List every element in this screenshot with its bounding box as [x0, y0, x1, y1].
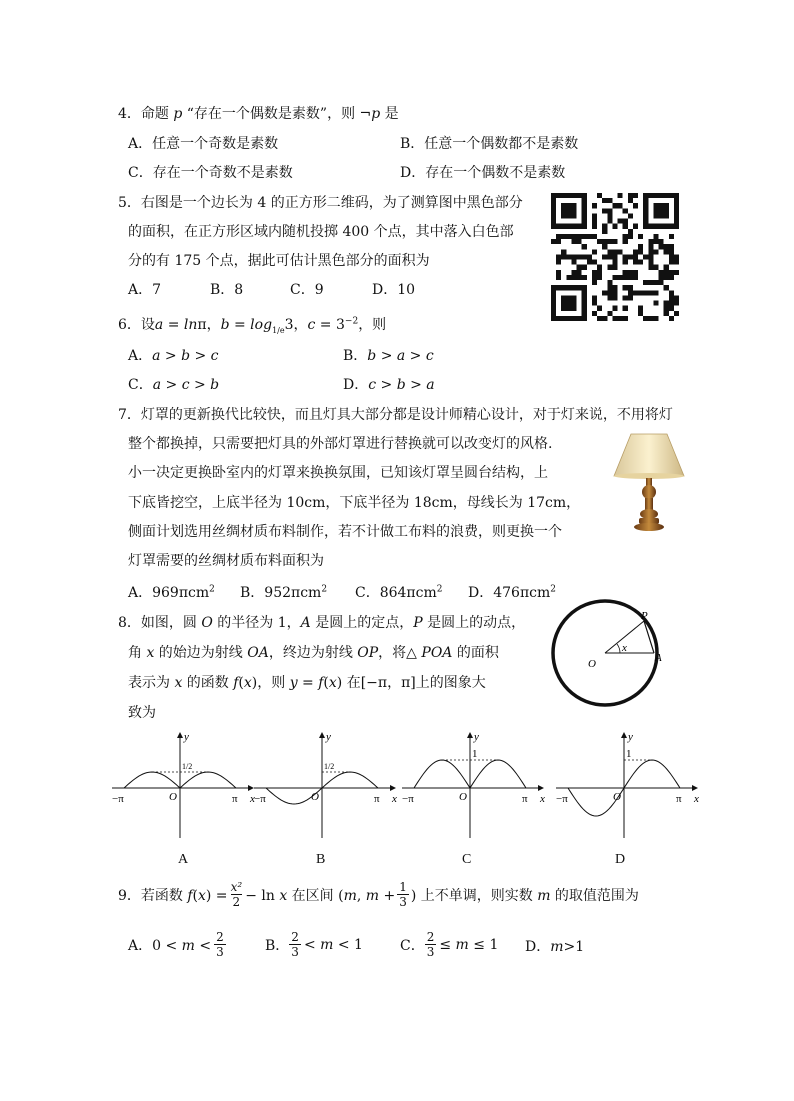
q5-line3: 分的有 175 个点，据此可估计黑色部分的面积为 [128, 253, 430, 269]
peak-value-label: 1/2 [324, 762, 335, 771]
q9-post: ) 上不单调，则实数 𝑚 的取值范围为 [410, 887, 639, 904]
peak-value-label: 1/2 [182, 762, 193, 771]
neg-pi-label: −π [112, 793, 124, 805]
q7-option-a-text: A．969πcm [128, 585, 210, 601]
q7-option-c [355, 582, 443, 602]
q5-line2: 的面积，在正方形区域内随机投掷 400 个点，其中落入白色部 [128, 224, 514, 240]
q7-option-c-exp: 2 [436, 584, 443, 595]
q7-option-d-text: D．476πcm [468, 585, 551, 601]
q9-c-pre: C． [400, 937, 425, 954]
q9-a-fraction [214, 930, 226, 959]
q6-stem [118, 314, 386, 335]
q7-option-d-exp: 2 [550, 584, 556, 595]
q6-log-base: 1/e [272, 325, 285, 335]
q9-frac-den: 2 [232, 895, 241, 909]
q6-option-c: C．𝑎 > 𝑐 > 𝑏 [128, 377, 220, 393]
q6-stem-c: ，𝑐 = 3 [293, 317, 345, 333]
x-axis-label: x [392, 793, 397, 805]
q9-b-post: < 𝑚 < 1 [303, 936, 363, 953]
q9-c-fraction [425, 930, 437, 959]
q7-option-b-exp: 2 [321, 584, 328, 595]
x-axis-label: x [250, 793, 255, 805]
pi-label: π [676, 793, 682, 805]
origin-label: O [613, 791, 621, 803]
qr-code-image [551, 193, 679, 321]
origin-label: O [169, 791, 177, 803]
graph-label-a: A [178, 852, 189, 867]
origin-label: O [311, 791, 319, 803]
q7-line5: 侧面计划选用丝绸材质布料制作，若不计做工布料的浪费，则更换一个 [128, 524, 562, 540]
y-axis-label: y [184, 731, 189, 743]
q7-line6: 灯罩需要的丝绸材质布料面积为 [128, 553, 324, 569]
q6-stem-end: ，则 [358, 317, 387, 333]
neg-pi-label: −π [556, 793, 568, 805]
q7-line1: 7．灯罩的更新换代比较快，而且灯具大部分都是设计师精心设计，对于灯来说，不用将灯 [118, 407, 673, 423]
q8-line3: 表示为 𝑥 的函数 𝑓(𝑥)，则 𝑦 = 𝑓(𝑥) 在[−π，π]上的图象大 [128, 675, 486, 691]
q7-line3: 小一决定更换卧室内的灯罩来换换氛围，已知该灯罩呈圆台结构，上 [128, 465, 548, 481]
q9-b-pre: B． [265, 937, 290, 954]
q8-line1: 8．如图，圆 𝑂 的半径为 1，𝐴 是圆上的定点，𝑃 是圆上的动点， [118, 615, 526, 631]
q9-b-fraction [289, 930, 301, 959]
q8-line2: 角 𝑥 的始边为射线 𝑂𝐴，终边为射线 𝑂𝑃，将△ 𝑃𝑂𝐴 的面积 [128, 645, 499, 661]
q4-option-d: D．存在一个偶数不是素数 [400, 165, 566, 181]
q9-option-c [400, 930, 498, 959]
q9-int-num: 1 [399, 880, 407, 894]
graph-label-b: B [316, 852, 326, 867]
q9-int-den: 3 [399, 895, 407, 909]
circle-figure [540, 597, 670, 709]
x-axis-arrow [692, 785, 698, 791]
q9-pre: 9．若函数 𝑓(𝑥) = [118, 887, 228, 904]
q4-option-b: B．任意一个偶数都不是素数 [400, 136, 579, 152]
q6-stem-b: 𝑏 = 𝑙𝑜𝑔 [220, 317, 273, 333]
angle-arc [617, 644, 620, 653]
q9-b-num: 2 [291, 930, 299, 944]
y-axis-arrow [621, 732, 627, 738]
q9-c-num: 2 [426, 930, 435, 944]
q9-option-a [128, 930, 226, 959]
q4-option-a: A．任意一个奇数是素数 [128, 136, 279, 152]
q6-option-d: D．𝑐 > 𝑏 > 𝑎 [343, 377, 435, 393]
q9-a-pre: A．0 < 𝑚 < [128, 937, 212, 954]
graph-label-c: C [462, 852, 472, 867]
label-a: A [655, 652, 662, 664]
origin-label: O [459, 791, 467, 803]
q9-c-den: 3 [426, 945, 435, 959]
pi-label: π [522, 793, 528, 805]
graph-option-d [552, 730, 702, 840]
label-x: x [622, 642, 627, 654]
q5-option-b: B．8 [210, 282, 244, 298]
q6-option-a: A．𝑎 > 𝑏 > 𝑐 [128, 348, 219, 364]
peak-value-label: 1 [472, 748, 478, 760]
q9-mid: − ln 𝑥 在区间 (𝑚, 𝑚 + [245, 887, 396, 904]
pi-label: π [374, 793, 380, 805]
graph-option-b [250, 730, 400, 840]
x-axis-arrow [390, 785, 396, 791]
table-lamp-image [612, 432, 686, 532]
q5-option-c: C．9 [290, 282, 324, 298]
q6-option-b: B．𝑏 > 𝑎 > 𝑐 [343, 348, 434, 364]
q9-frac-num: x² [230, 880, 243, 894]
y-axis-label: y [474, 731, 479, 743]
q5-line1: 5．右图是一个边长为 4 的正方形二维码，为了测算图中黑色部分 [118, 195, 523, 211]
x-axis-label: x [694, 793, 699, 805]
y-axis-label: y [628, 731, 633, 743]
label-o: O [588, 658, 596, 670]
q9-option-d: D．𝑚>1 [525, 939, 585, 955]
q6-log-arg: 3 [284, 317, 294, 333]
q9-c-post: ≤ 𝑚 ≤ 1 [439, 936, 499, 953]
pi-label: π [232, 793, 238, 805]
neg-pi-label: −π [402, 793, 414, 805]
graph-option-c [398, 730, 548, 840]
neg-pi-label: −π [254, 793, 266, 805]
q9-stem [118, 880, 639, 909]
q7-option-b-text: B．952πcm [240, 585, 322, 601]
q7-option-a [128, 582, 215, 602]
q6-stem-a: 6．设𝑎 = 𝑙𝑛π， [118, 317, 221, 333]
q9-fraction [231, 880, 243, 909]
q5-option-a: A．7 [128, 282, 162, 298]
q6-exp: −2 [344, 316, 359, 327]
q8-line4: 致为 [128, 705, 156, 721]
graph-label-d: D [615, 852, 626, 867]
y-axis-arrow [467, 732, 473, 738]
q5-option-d: D．10 [372, 282, 416, 298]
q9-interval-fraction [397, 880, 409, 909]
q4-stem: 4．命题 𝑝 “存在一个偶数是素数”，则 ¬𝑝 是 [118, 106, 399, 122]
q4-option-c: C．存在一个奇数不是素数 [128, 165, 293, 181]
q9-a-num: 2 [216, 930, 224, 944]
q7-option-a-exp: 2 [209, 584, 215, 595]
peak-value-label: 1 [626, 748, 632, 760]
q7-line4: 下底皆挖空，上底半径为 10cm，下底半径为 18cm，母线长为 17cm， [128, 495, 581, 511]
q9-b-den: 3 [291, 945, 299, 959]
y-axis-arrow [319, 732, 325, 738]
y-axis-label: y [326, 731, 331, 743]
q7-line2: 整个都换掉，只需要把灯具的外部灯罩进行替换就可以改变灯的风格. [128, 436, 553, 452]
x-axis-label: x [540, 793, 545, 805]
q9-a-den: 3 [216, 945, 224, 959]
q7-option-b [240, 582, 327, 602]
q9-option-b [265, 930, 363, 959]
label-p: P [641, 610, 648, 622]
graph-option-a [108, 730, 258, 840]
y-axis-arrow [177, 732, 183, 738]
q7-option-c-text: C．864πcm [355, 585, 437, 601]
x-axis-arrow [538, 785, 544, 791]
